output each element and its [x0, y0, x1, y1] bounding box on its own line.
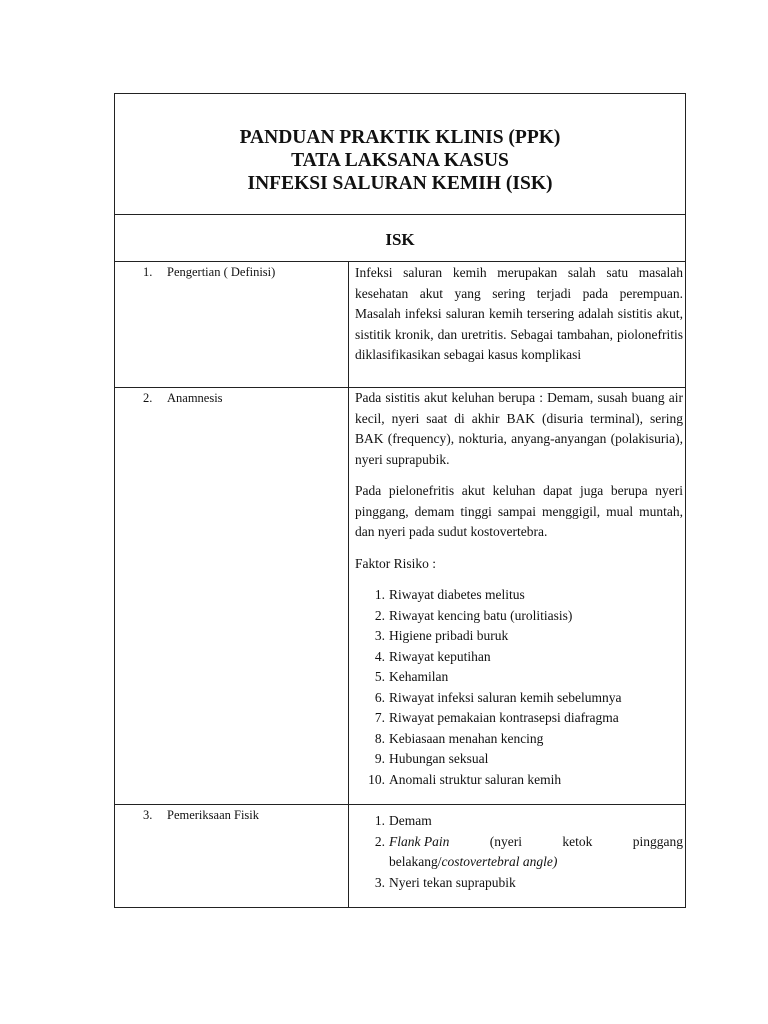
physical-exam-list: [355, 811, 685, 893]
list-item: 8. Kebiasaan menahan kencing: [374, 730, 544, 746]
row-number: 2.: [143, 391, 153, 405]
list-item: 3. Nyeri tekan suprapubik: [374, 874, 516, 890]
list-item: 1. Demam: [374, 813, 432, 828]
list-item: 3. Higiene pribadi buruk: [374, 628, 509, 643]
table-row-physical-exam: [115, 805, 685, 907]
row-label-cell: [115, 388, 349, 804]
list-item: 4. Riwayat keputihan: [374, 648, 491, 664]
table-row-definition: [115, 262, 685, 388]
table-row-anamnesis: [115, 388, 685, 805]
list-item: 7. Riwayat pemakaian kontrasepsi diafragma: [374, 710, 619, 725]
definition-text: Infeksi saluran kemih merupakan salah satu masalah kesehatan akut yang sering terjadi pada perempuan. Masalah infeksi saluran kemih tersering adalah sistitis akut, sistitik kronik, dan uretritis. Sebagai tambahan, piolonefritis diklasifikasikan sebagai kasus komplikasi: [355, 265, 683, 362]
row-label-cell: [115, 805, 349, 907]
risk-factor-list: [355, 585, 685, 790]
title-line-2: TATA LAKSANA KASUS: [291, 150, 509, 171]
list-item: 9. Hubungan seksual: [374, 751, 489, 766]
list-item: 2. Riwayat kencing batu (urolitiasis): [374, 607, 573, 623]
row-label: Pengertian ( Definisi): [167, 265, 276, 279]
row-content-cell: [349, 805, 685, 907]
list-item: 6. Riwayat infeksi saluran kemih sebelumnya: [374, 689, 622, 705]
anamnesis-paragraph-1: Pada sistitis akut keluhan berupa : Demam, susah buang air kecil, nyeri saat di akhir BAK (disuria terminal), sering BAK (frequency), nokturia, anyang-anyangan (polakisuria), nyeri suprapubik.: [355, 390, 683, 467]
title-line-1: PANDUAN PRAKTIK KLINIS (PPK): [239, 127, 561, 148]
risk-factor-heading: Faktor Risiko :: [355, 555, 437, 571]
row-content-cell: [349, 388, 685, 804]
list-item: 10. Anomali struktur saluran kemih: [368, 771, 562, 787]
row-number: 3.: [143, 808, 153, 822]
ppk-document: [114, 93, 686, 908]
list-item: 1. Riwayat diabetes melitus: [374, 587, 525, 602]
section-heading: ISK: [115, 215, 685, 262]
document-title: [115, 94, 685, 215]
row-label: Anamnesis: [167, 391, 223, 405]
row-number: 1.: [143, 265, 153, 279]
anamnesis-paragraph-2: Pada pielonefritis akut keluhan dapat juga berupa nyeri pinggang, demam tinggi sampai menggigil, mual muntah, dan nyeri pada sudut kostovertebra.: [355, 483, 683, 539]
list-item: 5. Kehamilan: [374, 669, 449, 684]
row-content-cell: [349, 262, 685, 387]
list-item: 2. Flank Pain (nyeri ketok pinggang belakang/costovertebral angle): [374, 833, 683, 869]
row-label-cell: [115, 262, 349, 387]
title-line-3: INFEKSI SALURAN KEMIH (ISK): [247, 173, 553, 194]
row-label: Pemeriksaan Fisik: [167, 808, 260, 822]
